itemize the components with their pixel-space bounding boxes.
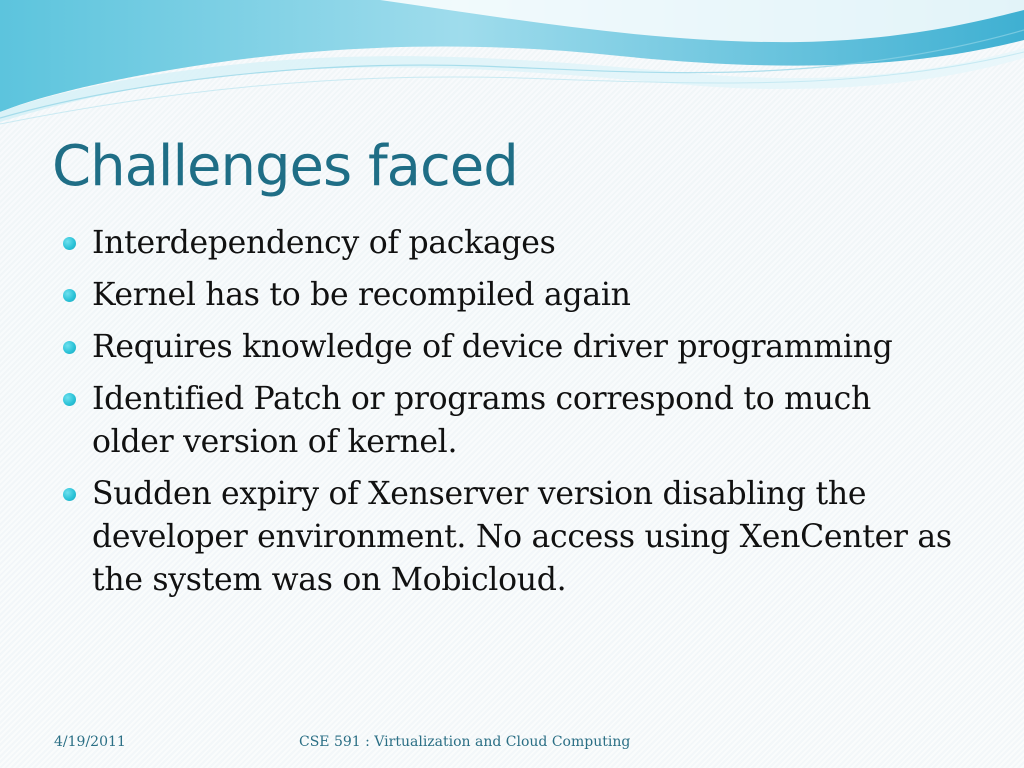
bullet-text: Requires knowledge of device driver programming — [92, 329, 893, 365]
bullet-dot-icon — [63, 237, 76, 250]
bullet-list — [62, 222, 962, 611]
header-wave-decoration — [0, 0, 1024, 130]
bullet-text: Identified Patch or programs correspond to much older version of kernel. — [92, 381, 871, 460]
bullet-dot-icon — [63, 393, 76, 406]
bullet-item — [62, 222, 962, 265]
footer-course-title: CSE 591 : Virtualization and Cloud Computing — [299, 734, 631, 750]
bullet-text: Interdependency of packages — [92, 225, 556, 261]
footer-date: 4/19/2011 — [54, 734, 126, 750]
bullet-text: Sudden expiry of Xenserver version disabling the developer environment. No access using XenCenter as the system was on Mobicloud. — [92, 476, 952, 598]
bullet-item — [62, 274, 962, 317]
bullet-item — [62, 378, 962, 464]
bullet-item — [62, 473, 962, 602]
bullet-dot-icon — [63, 289, 76, 302]
bullet-item — [62, 326, 962, 369]
slide-title: Challenges faced — [52, 134, 518, 199]
bullet-dot-icon — [63, 341, 76, 354]
bullet-text: Kernel has to be recompiled again — [92, 277, 631, 313]
bullet-dot-icon — [63, 488, 76, 501]
